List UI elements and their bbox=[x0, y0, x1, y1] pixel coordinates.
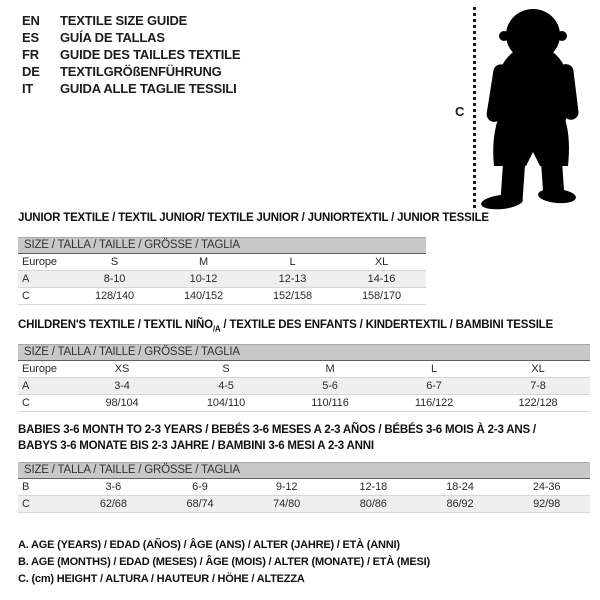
table-cell: 18-24 bbox=[417, 479, 504, 496]
table-cell: 140/152 bbox=[159, 288, 248, 305]
row-label: C bbox=[18, 496, 70, 513]
table-cell: 3-4 bbox=[70, 378, 174, 395]
table-cell: 12-18 bbox=[330, 479, 417, 496]
footnote-a: A. AGE (YEARS) / EDAD (AÑOS) / ÂGE (ANS) / ALTER (JAHRE) / ETÀ (ANNI) bbox=[18, 539, 400, 551]
language-title-block bbox=[22, 12, 240, 97]
lang-text: GUIDE DES TAILLES TEXTILE bbox=[60, 47, 241, 62]
table-cell: M bbox=[159, 254, 248, 271]
babies-table bbox=[18, 479, 590, 513]
lang-code: ES bbox=[22, 30, 39, 45]
row-label: C bbox=[18, 288, 70, 305]
table-cell: 8-10 bbox=[70, 271, 159, 288]
table-row-height bbox=[18, 496, 590, 513]
row-label: B bbox=[18, 479, 70, 496]
babies-size-table bbox=[18, 462, 590, 513]
table-row-age bbox=[18, 271, 426, 288]
height-measure-label: C bbox=[455, 104, 465, 119]
table-cell: 3-6 bbox=[70, 479, 157, 496]
lang-row-es bbox=[22, 29, 240, 46]
table-cell: 14-16 bbox=[337, 271, 426, 288]
table-cell: M bbox=[278, 361, 382, 378]
table-cell: L bbox=[248, 254, 337, 271]
lang-text: GUIDA ALLE TAGLIE TESSILI bbox=[60, 81, 237, 96]
babies-section-title bbox=[18, 422, 536, 454]
table-cell: 5-6 bbox=[278, 378, 382, 395]
junior-size-table bbox=[18, 237, 426, 305]
size-header-band: SIZE / TALLA / TAILLE / GRÖSSE / TAGLIA bbox=[18, 462, 590, 479]
table-cell: 158/170 bbox=[337, 288, 426, 305]
lang-code: DE bbox=[22, 64, 40, 79]
row-label: Europe bbox=[18, 254, 70, 271]
table-cell: 98/104 bbox=[70, 395, 174, 412]
table-cell: 62/68 bbox=[70, 496, 157, 513]
table-cell: 128/140 bbox=[70, 288, 159, 305]
row-label: C bbox=[18, 395, 70, 412]
size-header-band: SIZE / TALLA / TAILLE / GRÖSSE / TAGLIA bbox=[18, 237, 426, 254]
toddler-silhouette-icon bbox=[452, 4, 600, 216]
table-cell: 12-13 bbox=[248, 271, 337, 288]
footnote-b: B. AGE (MONTHS) / EDAD (MESES) / ÂGE (MOIS) / ALTER (MONATE) / ETÀ (MESI) bbox=[18, 556, 430, 568]
table-row-age bbox=[18, 378, 590, 395]
table-row-height bbox=[18, 395, 590, 412]
row-label: A bbox=[18, 378, 70, 395]
junior-section-title: JUNIOR TEXTILE / TEXTIL JUNIOR/ TEXTILE JUNIOR / JUNIORTEXTIL / JUNIOR TESSILE bbox=[18, 212, 489, 224]
table-row-height bbox=[18, 288, 426, 305]
table-cell: 116/122 bbox=[382, 395, 486, 412]
table-cell: 9-12 bbox=[243, 479, 330, 496]
size-header-band: SIZE / TALLA / TAILLE / GRÖSSE / TAGLIA bbox=[18, 344, 590, 361]
lang-text: TEXTILGRÖßENFÜHRUNG bbox=[60, 64, 222, 79]
table-cell: 122/128 bbox=[486, 395, 590, 412]
children-title-subscript: /A bbox=[212, 324, 221, 334]
table-cell: S bbox=[70, 254, 159, 271]
table-cell: 152/158 bbox=[248, 288, 337, 305]
children-title-prefix: CHILDREN'S TEXTILE / TEXTIL NIÑO bbox=[18, 319, 213, 331]
table-row-europe bbox=[18, 254, 426, 271]
children-size-table bbox=[18, 344, 590, 412]
table-cell: 10-12 bbox=[159, 271, 248, 288]
lang-code: EN bbox=[22, 13, 40, 28]
table-cell: 104/110 bbox=[174, 395, 278, 412]
children-title-suffix: / TEXTILE DES ENFANTS / KINDERTEXTIL / BAMBINI TESSILE bbox=[220, 319, 553, 331]
table-cell: L bbox=[382, 361, 486, 378]
row-label: Europe bbox=[18, 361, 70, 378]
table-cell: 24-36 bbox=[503, 479, 590, 496]
table-cell: 7-8 bbox=[486, 378, 590, 395]
table-cell: 6-9 bbox=[157, 479, 244, 496]
lang-row-it bbox=[22, 80, 240, 97]
children-table bbox=[18, 361, 590, 412]
table-row-europe bbox=[18, 361, 590, 378]
lang-row-fr bbox=[22, 46, 240, 63]
footnote-c: C. (cm) HEIGHT / ALTURA / HAUTEUR / HÖHE / ALTEZZA bbox=[18, 573, 305, 585]
junior-table bbox=[18, 254, 426, 305]
babies-title-line1: BABIES 3-6 MONTH TO 2-3 YEARS / BEBÉS 3-6 MESES A 2-3 AÑOS / BÉBÉS 3-6 MOIS À 2-3 ANS / bbox=[18, 424, 536, 436]
table-cell: XL bbox=[486, 361, 590, 378]
lang-code: IT bbox=[22, 81, 34, 96]
table-cell: 6-7 bbox=[382, 378, 486, 395]
toddler-silhouette-figure bbox=[452, 4, 600, 216]
row-label: A bbox=[18, 271, 70, 288]
table-cell: XS bbox=[70, 361, 174, 378]
children-section-title bbox=[18, 317, 553, 337]
table-cell: 86/92 bbox=[417, 496, 504, 513]
table-cell: 110/116 bbox=[278, 395, 382, 412]
table-cell: 80/86 bbox=[330, 496, 417, 513]
table-cell: S bbox=[174, 361, 278, 378]
table-cell: XL bbox=[337, 254, 426, 271]
table-cell: 92/98 bbox=[503, 496, 590, 513]
lang-row-de bbox=[22, 63, 240, 80]
lang-code: FR bbox=[22, 47, 39, 62]
table-cell: 68/74 bbox=[157, 496, 244, 513]
table-row-months bbox=[18, 479, 590, 496]
babies-title-line2: BABYS 3-6 MONATE BIS 2-3 JAHRE / BAMBINI 3-6 MESI A 2-3 ANNI bbox=[18, 440, 374, 452]
lang-text: TEXTILE SIZE GUIDE bbox=[60, 13, 188, 28]
lang-row-en bbox=[22, 12, 240, 29]
table-cell: 74/80 bbox=[243, 496, 330, 513]
lang-text: GUÍA DE TALLAS bbox=[60, 30, 165, 45]
footnotes-block bbox=[18, 537, 430, 588]
table-cell: 4-5 bbox=[174, 378, 278, 395]
